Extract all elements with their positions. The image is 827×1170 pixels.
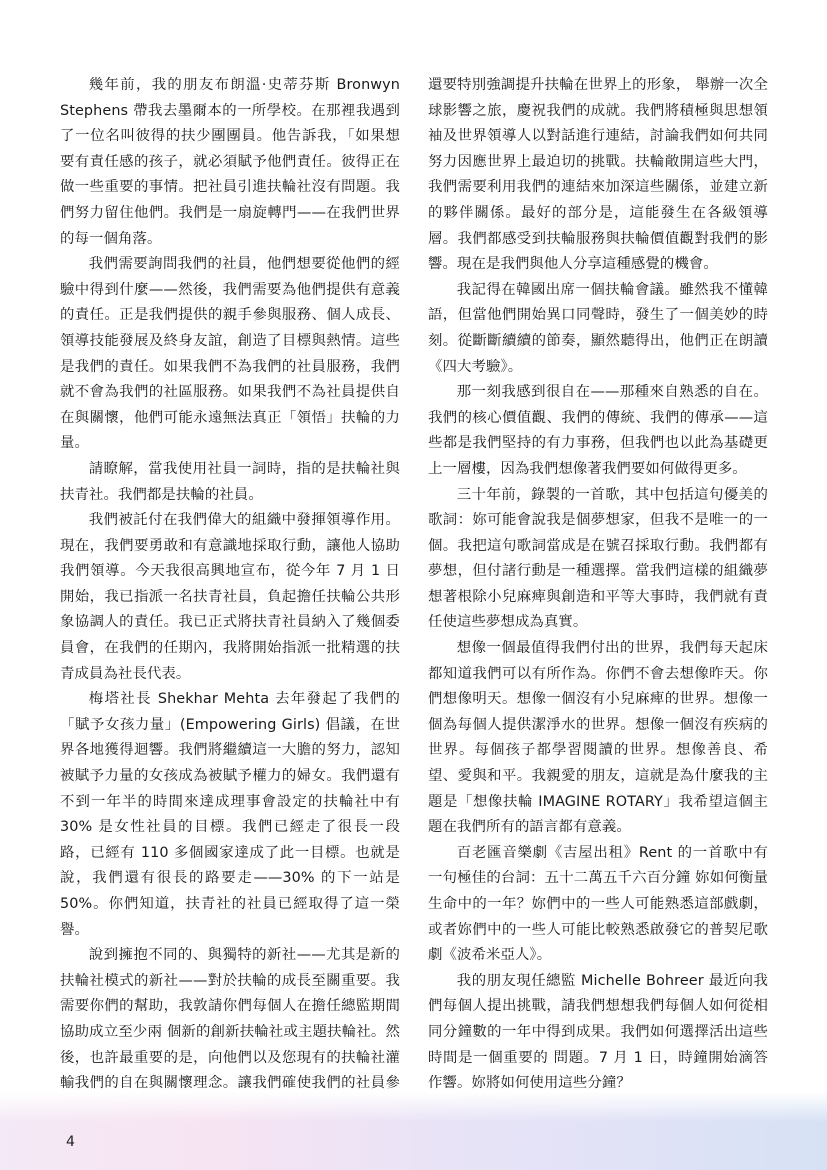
paragraph: 幾年前，我的朋友布朗溫·史蒂芬斯 Bronwyn Stephens 帶我去墨爾本的一所學校。在那裡我遇到了一位名叫彼得的扶少團團員。他告訴我，「如果想要有責任感的孩子，就必須賦予他們責任。彼得正在做一些重要的事情。把社員引進扶輪社沒有問題。我們努力留住他們。我們是一扇旋轉門——在我們世界的每一個角落。 <box>60 77 400 247</box>
right-text-column <box>428 73 768 1097</box>
paragraph: 百老匯音樂劇《吉屋出租》Rent 的一首歌中有一句極佳的台詞：五十二萬五千六百分鐘 妳如何衡量生命中的一年？妳們中的一些人可能熟悉這部戲劇，或者妳們中的一些人可能比較熟悉啟發它的普契尼歌劇《波希米亞人》。 <box>428 844 768 964</box>
paragraph: 說到擁抱不同的、與獨特的新社——尤其是新的扶輪社模式的新社——對於扶輪的成長至關重要。我需要你們的幫助，我敦請你們每個人在擔任總監期間協助成立至少兩 個新的創新扶輪社或主題扶輪社。然後，也許最重要的是，向他們以及您現有的扶輪社灌輸我們的自在與關懷理念。讓我們確使我們的社員參 <box>60 947 400 1092</box>
page-number: 4 <box>66 1134 75 1150</box>
paragraph: 請瞭解，當我使用社員一詞時，指的是扶輪社與扶青社。我們都是扶輪的社員。 <box>60 460 400 503</box>
paragraph: 我記得在韓國出席一個扶輪會議。雖然我不懂韓語，但當他們開始異口同聲時，發生了一個美妙的時刻。從斷斷續續的節奏，顯然聽得出，他們正在朗讀《四大考驗》。 <box>428 281 768 375</box>
paragraph: 梅塔社長 Shekhar Mehta 去年發起了我們的「賦予女孩力量」(Empowering Girls) 倡議，在世界各地獲得迴響。我們將繼續這一大膽的努力，認知被賦予力量的女孩成為被賦予權力的婦女。我們還有不到一年半的時間來達成理事會設定的扶輪社中有 30% 是女性社員的目標。我們已經走了很長一段路，已經有 110 多個國家達成了此一目標。也就是說，我們還有很長的路要走——30% 的下一站是 50%。你們知道，扶青社的社員已經取得了這一榮譽。 <box>60 691 400 938</box>
paragraph: 我們需要詢問我們的社員，他們想要從他們的經驗中得到什麼——然後，我們需要為他們提供有意義的責任。正是我們提供的親手參與服務、個人成長、領導技能發展及終身友誼，創造了目標與熱情。這些是我們的責任。如果我們不為我們的社員服務，我們就不會為我們的社區服務。如果我們不為社員提供自在與關懷，他們可能永遠無法真正「領悟」扶輪的力量。 <box>60 256 400 452</box>
paragraph: 我的朋友現任總監 Michelle Bohreer 最近向我們每個人提出挑戰，請我們想想我們每個人如何從相同分鐘數的一年中得到成果。我們如何選擇活出這些時間是一個重要的 問題。7 月 1 日，時鐘開始滴答作響。妳將如何使用這些分鐘？ <box>428 972 768 1092</box>
left-text-column <box>60 73 400 1148</box>
paragraph: 還要特別強調提升扶輪在世界上的形象， 舉辦一次全球影響之旅，慶祝我們的成就。我們將積極與思想領袖及世界領導人以對話進行連結，討論我們如何共同努力因應世界上最迫切的挑戰。扶輪敞開這些大門，我們需要利用我們的連結來加深這些關係，並建立新的夥伴關係。最好的部分是，這能發生在各級領導層。我們都感受到扶輪服務與扶輪價值觀對我們的影響。現在是我們與他人分享這種感覺的機會。 <box>428 77 768 273</box>
paragraph: 我們被託付在我們偉大的組織中發揮領導作用。現在，我們要勇敢和有意識地採取行動，讓他人協助我們領導。今天我很高興地宣布，從今年 7 月 1 日開始，我已指派一名扶青社員，負起擔任扶輪公共形象協調人的責任。我已正式將扶青社員納入了幾個委員會，在我們的任期內，我將開始指派一批精選的扶青成員為社長代表。 <box>60 512 400 682</box>
footer-gradient-band <box>0 1092 827 1170</box>
paragraph: 三十年前，錄製的一首歌，其中包括這句優美的歌詞：妳可能會說我是個夢想家，但我不是唯一的一個。我把這句歌詞當成是在號召採取行動。我們都有夢想，但付諸行動是一種選擇。當我們這樣的組織夢想著根除小兒麻痺與創造和平等大事時，我們就有責任使這些夢想成為真實。 <box>428 486 768 631</box>
paragraph: 那一刻我感到很自在——那種來自熟悉的自在。我們的核心價值觀、我們的傳統、我們的傳承——這些都是我們堅持的有力事務，但我們也以此為基礎更上一層樓，因為我們想像著我們要如何做得更多。 <box>428 384 768 477</box>
paragraph: 想像一個最值得我們付出的世界，我們每天起床都知道我們可以有所作為。你們不會去想像昨天。你們想像明天。想像一個沒有小兒麻痺的世界。想像一個為每個人提供潔淨水的世界。想像一個沒有疾病的世界。每個孩子都學習閱讀的世界。想像善良、希望、愛與和平。我親愛的朋友，這就是為什麼我的主題是「想像扶輪 IMAGINE ROTARY」我希望這個主題在我們所有的語言都有意義。 <box>428 640 768 836</box>
